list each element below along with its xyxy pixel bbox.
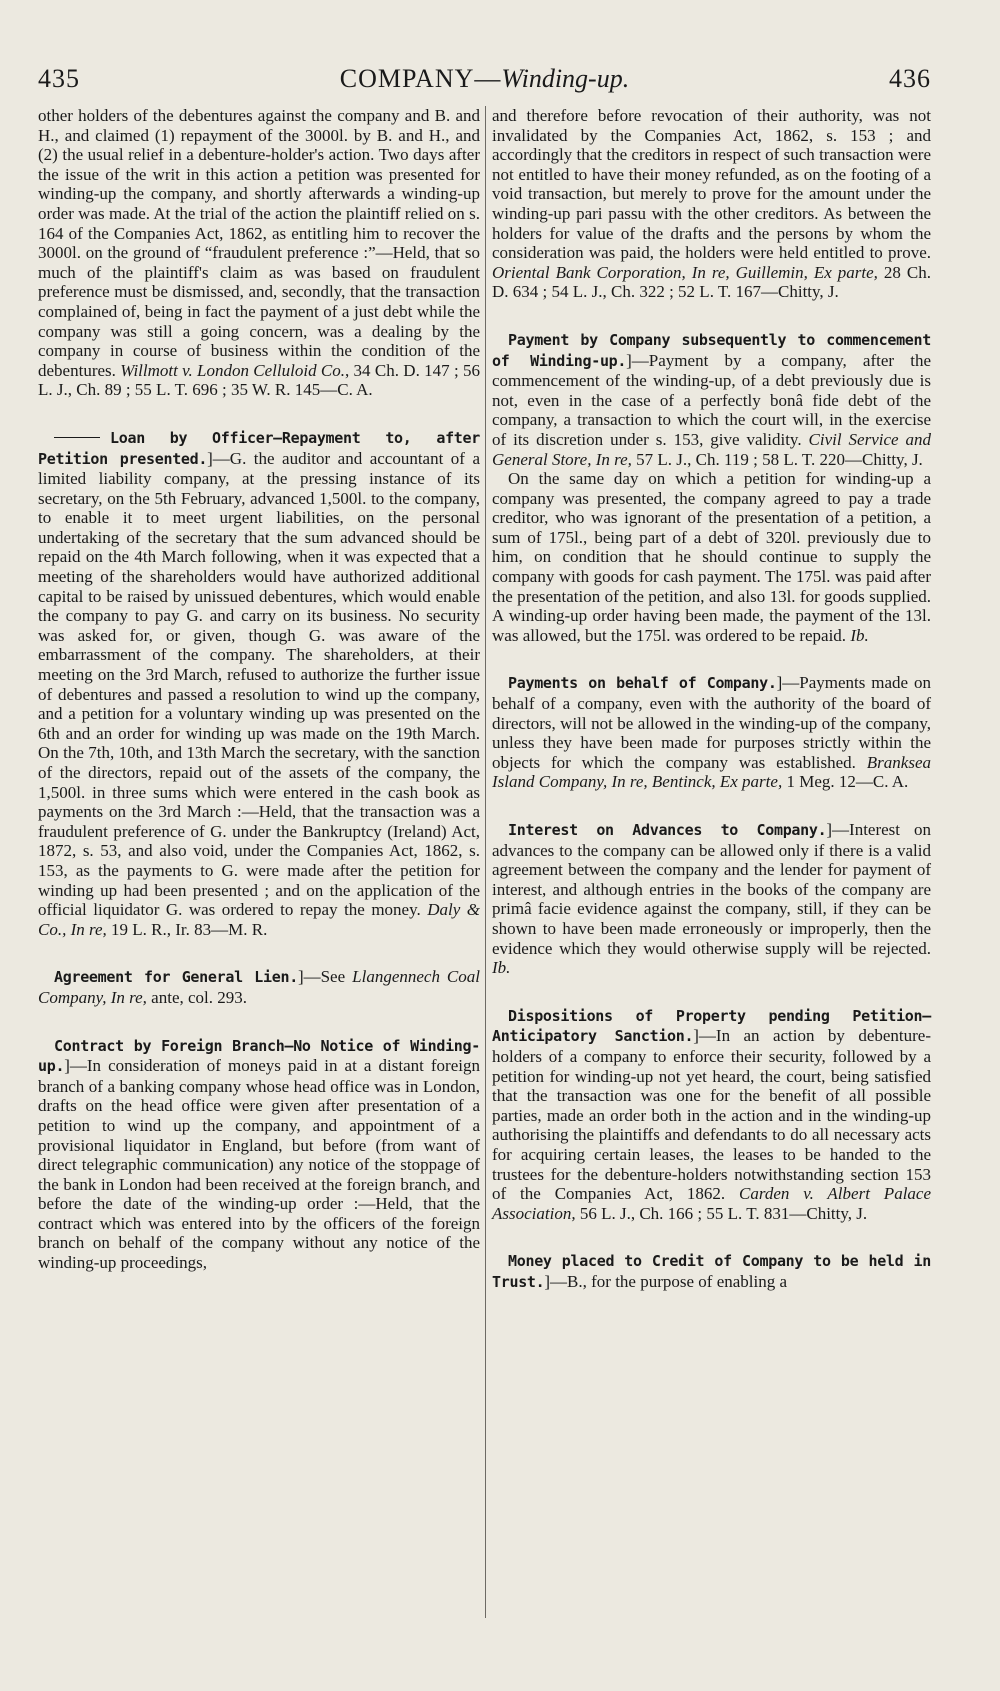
entry-heading: Money placed to Credit of Company to be held in Trust. bbox=[492, 1252, 931, 1291]
citation: 1 Meg. 12—C. A. bbox=[782, 772, 909, 792]
citation: 28 Ch. D. 634 ; 54 L. J., Ch. 322 ; 52 L. T. 167—Chitty, J. bbox=[492, 262, 931, 302]
entry-heading: Agreement for General Lien. bbox=[54, 968, 298, 987]
page-number-right: 436 bbox=[889, 64, 931, 93]
header-title bbox=[38, 64, 931, 94]
entry-heading: Dispositions of Property pending Petition—Anticipatory Sanction. bbox=[492, 1006, 931, 1046]
entry-text: ]—B., for the purpose of enabling a bbox=[544, 1271, 788, 1291]
case-name: Carden v. Albert Palace Association, bbox=[492, 1184, 932, 1223]
entry-text: ]—See bbox=[297, 967, 353, 987]
entry-heading: Interest on Advances to Company. bbox=[508, 821, 827, 839]
entry-loan-by-officer bbox=[38, 428, 480, 939]
entry-money-in-trust bbox=[492, 1251, 931, 1292]
entry-dispositions-of-property bbox=[492, 1006, 931, 1224]
case-name: Llangennech Coal Company, In re, bbox=[38, 967, 480, 1007]
entry-text: ]—Payments made on behalf of a company, even with the authority of the board of directors, will not be allowed in the winding-up of the company, unless they have been made for purposes strictly within the objects for which the company was established. bbox=[492, 673, 931, 772]
entry-text: ]—Payment by a company, after the commencement of the winding-up, of a debt previously due is not, even in the case of a perfectly bonâ fide debt of the company, a transaction to which the court will, in the exercise of its discretion under s. 153, give validity. bbox=[492, 350, 931, 449]
entry-text: ]—G. the auditor and accountant of a limited liability company, at the pressing instance of its secretary, on the 5th February, advanced 1,500l. to the company, to enable it to meet urgent liabilities, on the personal undertaking of the secretary that the sum advanced should be repaid on the 4th March following, when it was expected that a meeting of the shareholders would have authorized additional capital to be raised by unissued debentures, which would enable the company to pay G. and carry on its business. No security was asked for, or given, though G. was aware of the embarrassment of the company. The shareholders, at their meeting on the 3rd March, refused to authorize the further issue of debentures and passed a resolution to wind up the company, and a petition for a voluntary winding up was presented on the 6th and an order for winding up was made on the 19th March. On the 7th, 10th, and 13th March the secretary, with the sanction of the directors, repaid out of the assets of the company, the 1,500l. in three sums which were entered in the cash book as payments on the 3rd March :—Held, that the transaction was a fraudulent preference of G. under the Bankruptcy (Ireland) Act, 1872, s. 53, and also void, under the Companies Act, 1862, s. 153, as the payments to G. were made after the petition for winding up had been presented ; and on the application of the official liquidator G. was ordered to repay the money. bbox=[38, 448, 480, 920]
case-name: Ib. bbox=[850, 625, 869, 645]
case-name: Branksea Island Company, In re, Bentinck, Ex parte, bbox=[492, 752, 932, 792]
entry-text: and therefore before revocation of their authority, was not invalidated by the Companies Act, 1862, s. 153 ; and accordingly that the creditors in respect of such transaction were not entitled to have their money refunded, as on the footing of a void transaction, but merely to prove for the amount under the winding-up pari passu with the other creditors. As between the holders for value of the drafts and the persons by whom the consideration was paid, the holders were held entitled to prove. bbox=[492, 106, 931, 263]
entry-payments-on-behalf bbox=[492, 673, 931, 792]
entry-continued-foreign-branch bbox=[492, 106, 931, 302]
entry-heading: Contract by Foreign Branch—No Notice of Winding-up. bbox=[38, 1036, 480, 1076]
entry-heading: Payment by Company subsequently to commencement of Winding-up. bbox=[492, 330, 931, 370]
case-name: Daly & Co., In re, bbox=[38, 900, 480, 939]
header-title-main: COMPANY— bbox=[339, 64, 502, 93]
page-number-left: 435 bbox=[38, 64, 80, 93]
case-name: Civil Service and General Store, In re, bbox=[492, 429, 932, 469]
entry-agreement-general-lien bbox=[38, 967, 480, 1007]
citation: ante, col. 293. bbox=[146, 987, 248, 1007]
left-column bbox=[38, 106, 480, 1301]
right-column bbox=[492, 106, 931, 1320]
case-name: Willmott v. London Celluloid Co. bbox=[120, 360, 345, 380]
citation: , 34 Ch. D. 147 ; 56 L. J., Ch. 89 ; 55 L. T. 696 ; 35 W. R. 145—C. A. bbox=[38, 360, 480, 400]
entry-payment-after-winding-up bbox=[492, 330, 931, 646]
citation: 56 L. J., Ch. 166 ; 55 L. T. 831—Chitty, J. bbox=[575, 1203, 868, 1223]
entry-contract-foreign-branch bbox=[38, 1036, 480, 1273]
case-name: Ib. bbox=[492, 958, 511, 978]
ditto-dash bbox=[54, 437, 100, 438]
entry-interest-on-advances bbox=[492, 820, 931, 978]
entry-text: ]—In an action by debenture-holders of a company to enforce their security, followed by a petition for winding-up not yet heard, the court, being satisfied that the transaction was one for the benefit of all possible parties, made an order both in the action and in the winding-up authorising the plaintiffs and defendants to do all necessary acts for acquiring certain leases, the leases to be handed to the trustees for the debenture-holders notwithstanding section 153 of the Companies Act, 1862. bbox=[492, 1026, 931, 1204]
entry-heading: Payments on behalf of Company. bbox=[508, 674, 777, 693]
case-name: Oriental Bank Corporation, In re, Guillemin, Ex parte, bbox=[492, 262, 878, 282]
entry-text: ]—Interest on advances to the company can be allowed only if there is a valid agreement between the company and the lender for payment of interest, and although entries in the books of the company are primâ facie evidence against the company, still, if they can be shown to have been made erroneously or improperly, then the evidence which they would otherwise supply will be rejected. bbox=[492, 820, 932, 958]
entry-text: On the same day on which a petition for winding-up a company was presented, the company agreed to pay a trade creditor, who was ignorant of the presentation of a petition, a sum of 175l., being part of a debt of 320l. previously due to him, on condition that he should continue to supply the company with goods for cash payment. The 175l. was paid after the presentation of the petition, and also 13l. for goods supplied. A winding-up order having been made, the payment of the 13l. was allowed, but the 175l. was ordered to be repaid. bbox=[492, 469, 931, 645]
column-divider bbox=[485, 106, 486, 1618]
citation: 19 L. R., Ir. 83—M. R. bbox=[106, 919, 268, 939]
citation: 57 L. J., Ch. 119 ; 58 L. T. 220—Chitty, J. bbox=[631, 449, 923, 469]
entry-text: other holders of the debentures against the company and B. and H., and claimed (1) repayment of the 3000l. by B. and H., and (2) the usual relief in a debenture-holder's action. Two days after the issue of the writ in this action a petition was presented for winding-up the company, and shortly afterwards a winding-up order was made. At the trial of the action the plaintiff relied on s. 164 of the Companies Act, 1862, as entitling him to recover the 3000l. on the ground of “fraudulent preference :”—Held, that so much of the plaintiff's claim as was based on fraudulent preference must be dismissed, and, secondly, that the transaction complained of, being in fact the payment of a just debt while the company was still a going concern, was a dealing by the company in course of business within the condition of the debentures. bbox=[38, 106, 480, 380]
entry-heading: Loan by Officer—Repayment to, after Petition presented. bbox=[38, 428, 480, 468]
entry-continued bbox=[38, 106, 480, 400]
header-title-italic: Winding-up. bbox=[501, 64, 630, 93]
entry-text: ]—In consideration of moneys paid in at a distant foreign branch of a banking company whose head office was in London, drafts on the head office were given after presentation of a petition to wind up the company, and appointment of a provisional liquidator in England, but before (from want of direct telegraphic communication) any notice of the stoppage of the bank in London had been received at the foreign branch, and before the date of the winding-up order :—Held, that the contract which was entered into by the officers of the foreign branch on behalf of the company without any notice of the winding-up proceedings, bbox=[38, 1056, 480, 1273]
running-header bbox=[38, 64, 931, 100]
